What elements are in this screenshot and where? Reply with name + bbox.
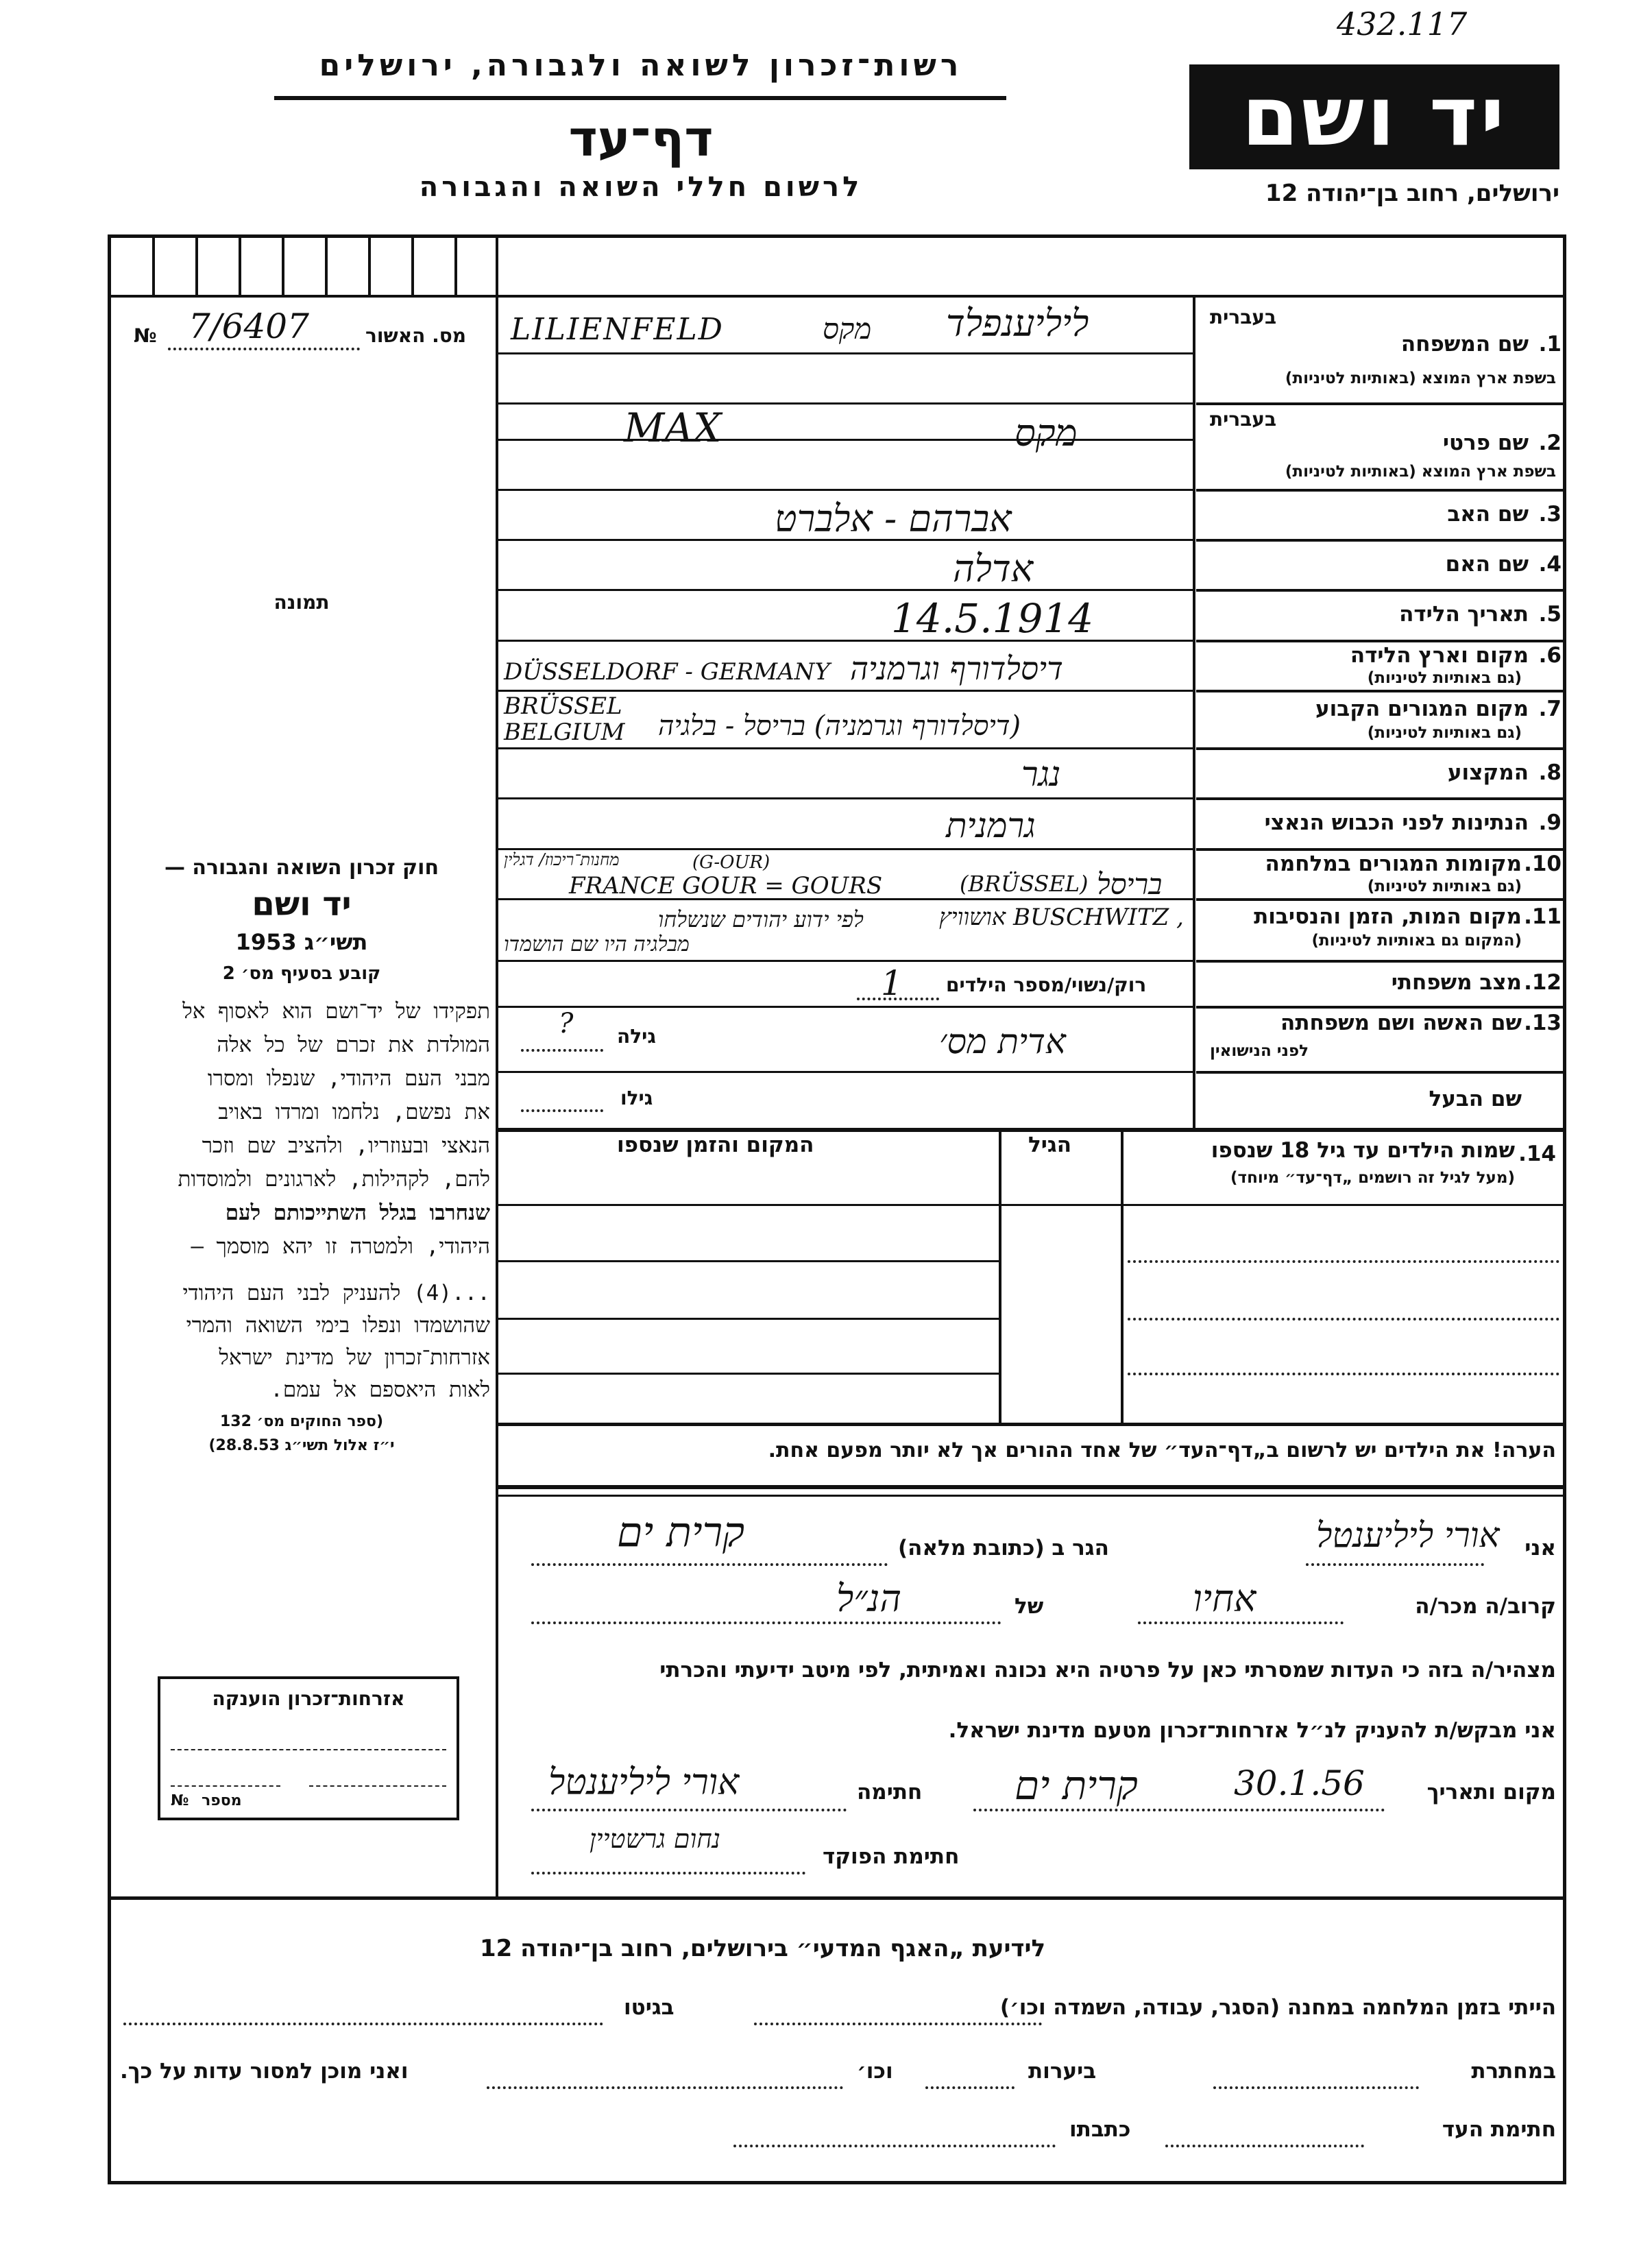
death-place-value: אושוויץ BUSCHWITZ , xyxy=(939,904,1184,931)
forests-label: ביערות xyxy=(1028,2059,1097,2084)
strip-divider xyxy=(282,234,284,295)
relation-line xyxy=(1138,1621,1344,1624)
law-reference: (ספר החוקים מס׳ 132 xyxy=(219,1413,384,1430)
double-line xyxy=(498,1495,1566,1497)
certificate-title: אזרחות־זכרון הוענקה xyxy=(212,1687,405,1710)
law-year: תשי״ג 1953 xyxy=(235,929,368,955)
double-line xyxy=(498,1485,1566,1489)
death-circumstances-value: לפי ידוע יהודים שנשלחו xyxy=(658,906,864,932)
authority-name: רשות־זכרון לשואה ולגבורה, ירושלים xyxy=(319,48,963,83)
law-line: שנחרבו בגלל השתייכותם לעם xyxy=(225,1201,490,1225)
value-line xyxy=(498,690,1193,692)
children-row-line xyxy=(498,1318,999,1320)
wartime-residence-camp-value: (G-OUR) xyxy=(692,852,770,873)
death-circumstances-value-2: מבלגיה היו שם הושמדו xyxy=(504,932,690,956)
field-label: הנתינות לפני הכבוש הנאצי xyxy=(1264,810,1529,835)
section-line xyxy=(498,1128,1566,1132)
etc-label: וכו׳ xyxy=(857,2059,893,2084)
field-number: 4. xyxy=(1538,552,1562,577)
approval-dotted-line xyxy=(168,348,360,350)
field-label: שם פרטי xyxy=(1442,431,1529,455)
approval-number xyxy=(130,306,487,353)
family-name-extra-value: מקס xyxy=(823,312,872,346)
law-line: מבני העם היהודי, שנפלו ומסרו xyxy=(207,1066,490,1091)
witness-signature-label: חתימת העד xyxy=(1442,2117,1556,2142)
birth-place-latin-value: DÜSSELDORF - GERMANY xyxy=(504,658,830,686)
mother-name-value: אדלה xyxy=(953,547,1034,590)
signature-label: חתימה xyxy=(857,1780,923,1805)
ghetto-label: בגיטו xyxy=(624,1995,675,2020)
declaration-statement: מצהיר/ה בזה כי העדות שמסרתי כאן על פרטיה היא נכונה ואמיתית, לפי מיטב ידיעתי והכרתי xyxy=(659,1658,1556,1683)
field-number: 6. xyxy=(1538,643,1562,668)
law-line: תפקידו של יד־ושם הוא לאסוף אל xyxy=(182,999,490,1024)
field-number: 8. xyxy=(1538,760,1562,785)
signature-value: אורי ליליענטל xyxy=(548,1762,740,1803)
birth-place-hebrew-value: דיסלדורף וגרמניה xyxy=(850,650,1063,687)
of-line xyxy=(795,1621,1001,1624)
field-first-name xyxy=(1196,405,1563,487)
relation-label: קרוב/ה מכר/ה xyxy=(1415,1594,1556,1619)
children-count-value: 1 xyxy=(881,963,903,1003)
field-death-place xyxy=(1196,900,1563,958)
witness-address-label: כתבתו xyxy=(1069,2117,1131,2142)
page-title: דף־עד xyxy=(568,110,714,167)
field-husband-name xyxy=(1196,1073,1563,1126)
left-column-divider xyxy=(496,234,498,1896)
law-reference-date: י״ז אלול תשי״ג 28.8.53) xyxy=(208,1437,395,1454)
field-label: שם האשה ושם משפחתה xyxy=(1280,1011,1522,1035)
husband-age-label: גילו xyxy=(620,1087,653,1109)
no-sign: № xyxy=(134,324,157,347)
field-label: תאריך הלידה xyxy=(1399,602,1529,627)
residence-latin-city-value: BRÜSSEL xyxy=(504,692,622,720)
witness-signature-line xyxy=(1165,2145,1364,2147)
certificate-line xyxy=(309,1785,446,1787)
of-line-extra xyxy=(531,1621,792,1624)
birth-date-value: 14.5.1914 xyxy=(891,595,1094,642)
residence-latin-country-value: BELGIUM xyxy=(504,719,625,746)
age-header: הגיל xyxy=(1028,1133,1072,1157)
field-number: 1. xyxy=(1538,332,1562,357)
strip-divider xyxy=(454,234,457,295)
camp-line xyxy=(754,2023,1042,2025)
field-mother-name xyxy=(1196,541,1563,588)
wartime-residence-france-value: FRANCE GOUR = GOURS xyxy=(569,872,883,900)
children-number: 14. xyxy=(1518,1142,1556,1166)
strip-divider xyxy=(411,234,414,295)
field-label: שם המשפחה xyxy=(1400,332,1529,357)
field-number: 11. xyxy=(1524,904,1562,929)
approval-label: מס. האשור xyxy=(365,324,466,347)
place-date-label: מקום ותאריך xyxy=(1426,1780,1556,1805)
logo-text: יד ושם xyxy=(1241,69,1507,165)
law-paragraph-2 xyxy=(113,1277,490,1406)
children-row-line xyxy=(1128,1373,1559,1375)
clerk-signature-line xyxy=(531,1872,805,1874)
place-value: קרית ים xyxy=(1015,1762,1138,1809)
value-line xyxy=(498,797,1193,799)
strip-divider xyxy=(152,234,155,295)
children-row-line xyxy=(1128,1318,1559,1321)
witness-address-line xyxy=(733,2145,1056,2147)
field-sublabel: (גם באותיות לטיניות) xyxy=(1367,724,1522,742)
address-value: קרית ים xyxy=(617,1508,745,1556)
field-label: מקום וארץ הלידה xyxy=(1350,643,1529,668)
field-birth-date xyxy=(1196,591,1563,638)
wartime-camps-hebrew-value: מחנות־ריכוז/ דגלין xyxy=(504,850,620,869)
value-line xyxy=(498,489,1193,491)
wife-age-value: ? xyxy=(559,1008,574,1039)
field-number: 3. xyxy=(1538,502,1562,527)
field-number: 7. xyxy=(1538,697,1562,721)
law-line: ...(4) להעניק לבני העם היהודי xyxy=(182,1281,490,1305)
age-column-divider xyxy=(999,1130,1001,1425)
children-row-line xyxy=(498,1204,1566,1206)
father-name-value: אברהם - אלברט xyxy=(775,497,1012,540)
field-sublabel: לפני הנישואין xyxy=(1210,1042,1309,1060)
field-wife-name xyxy=(1196,1008,1563,1070)
husband-age-line xyxy=(521,1109,603,1112)
field-sublabel: (גם באותיות לטיניות) xyxy=(1367,878,1522,895)
field-sublabel: בשפת ארץ המוצא (באותיות לטיניות) xyxy=(1285,370,1556,387)
field-sublabel: (המקום גם באותיות לטיניות) xyxy=(1311,932,1522,950)
children-row-line xyxy=(498,1260,999,1262)
clerk-signature-value: נחום גרשטיין xyxy=(590,1824,721,1854)
field-nationality xyxy=(1196,799,1563,846)
declarant-line xyxy=(1306,1563,1484,1566)
value-line xyxy=(498,439,1193,441)
bottom-section-line xyxy=(108,1896,1566,1900)
family-name-hebrew-value: ליליענפלד xyxy=(946,302,1089,345)
law-line: המולדת את זכרם של כל אלה xyxy=(217,1033,490,1057)
law-line: היהודי, ולמטרה זו יהא מוסמך — xyxy=(191,1234,490,1259)
field-family-name xyxy=(1196,298,1563,400)
field-number: 13. xyxy=(1524,1011,1562,1035)
field-label: שם האם xyxy=(1445,552,1529,577)
archive-number: 432.117 xyxy=(1337,5,1468,43)
hebrew-tag: בעברית xyxy=(1210,408,1277,431)
field-wartime-residence xyxy=(1196,850,1563,897)
strip-divider xyxy=(368,234,371,295)
place-time-header: המקום והזמן שנספו xyxy=(617,1133,814,1157)
field-label: שם הבעל xyxy=(1429,1087,1522,1111)
children-row-line xyxy=(1128,1260,1559,1263)
first-name-latin-value: MAX xyxy=(624,405,722,451)
declarant-name-value: אורי ליליענטל xyxy=(1316,1515,1500,1555)
first-name-hebrew-value: מקס xyxy=(1015,411,1078,455)
law-line: להם, לקהילות, לארגונים ולמוסדות xyxy=(178,1167,490,1192)
wife-name-value: אדית מס׳ xyxy=(939,1022,1066,1061)
strip-divider xyxy=(239,234,241,295)
law-line: לאות היאספם אל עמם. xyxy=(270,1377,490,1402)
etc-line xyxy=(487,2086,843,2089)
signature-line xyxy=(531,1809,847,1811)
field-number: 2. xyxy=(1538,431,1562,455)
field-number: 10. xyxy=(1524,852,1562,876)
of-label: של xyxy=(1015,1594,1044,1619)
law-text-block xyxy=(113,856,490,1454)
field-label: מצב משפחתי xyxy=(1391,970,1522,995)
forests-line xyxy=(925,2086,1015,2089)
address-label: הגר ב (כתובת מלאה) xyxy=(898,1536,1109,1560)
remark-note: הערה! את הילדים יש לרשום ב„דף־העד״ של אחד ההורים אך לא יותר מפעם אחת. xyxy=(768,1438,1556,1462)
strip-divider xyxy=(325,234,328,295)
underground-line xyxy=(1213,2086,1419,2089)
value-line xyxy=(498,352,1193,354)
law-line: הנאצי ובעוזריו, ולהציב שם וזכר xyxy=(202,1133,490,1158)
law-name: יד ושם xyxy=(252,885,352,924)
date-value: 30.1.56 xyxy=(1234,1763,1365,1803)
relation-value: אחיו xyxy=(1193,1577,1256,1620)
section-line xyxy=(498,1423,1566,1426)
header-underline xyxy=(274,96,1006,100)
nationality-value: גרמנית xyxy=(946,806,1036,845)
ghetto-line xyxy=(123,2023,603,2025)
law-clause: קובע בסעיף מס׳ 2 xyxy=(222,963,381,984)
value-line xyxy=(498,747,1193,749)
field-birth-place xyxy=(1196,642,1563,688)
law-line: את נפשם, נלחמו ומרדו באויב xyxy=(218,1100,490,1124)
certificate-box xyxy=(158,1676,459,1820)
names-column-divider xyxy=(1121,1130,1123,1425)
label-column-divider xyxy=(1193,295,1195,1128)
field-label: מקום המות, הזמן והנסיבות xyxy=(1254,904,1522,929)
camp-line-label: הייתי בזמן המלחמה במחנה (הסגר, עבודה, השמדה וכו׳) xyxy=(999,1995,1556,2020)
wartime-residence-brussel-value: (BRÜSSEL) xyxy=(960,871,1089,897)
law-paragraph-1 xyxy=(113,995,490,1264)
willing-testify-label: ואני מוכן למסור עדות על כך. xyxy=(120,2059,409,2084)
field-label: מקומות המגורים במלחמה xyxy=(1265,852,1522,876)
photo-placeholder-label: תמונה xyxy=(274,591,330,614)
law-line: אזרחות־זכרון של מדינת ישראל xyxy=(219,1345,490,1370)
header-address: ירושלים, רחוב בן־יהודה 12 xyxy=(1265,180,1559,207)
wife-age-line xyxy=(521,1049,603,1052)
certificate-number-label: מספר xyxy=(202,1792,242,1809)
value-line xyxy=(498,402,1193,405)
field-label: מקום המגורים הקבוע xyxy=(1315,697,1529,721)
field-sublabel: (גם באותיות לטיניות) xyxy=(1367,669,1522,687)
field-profession xyxy=(1196,749,1563,796)
field-label: שם האב xyxy=(1447,502,1529,527)
residence-hebrew-value: (דיסלדורף וגרמניה) בריסל - בלגיה xyxy=(658,710,1021,742)
declarant-label: אני xyxy=(1525,1536,1556,1560)
wife-age-label: גילה xyxy=(617,1025,656,1048)
profession-value: נגר xyxy=(1021,754,1061,794)
field-father-name xyxy=(1196,491,1563,538)
children-row-line xyxy=(498,1373,999,1375)
wartime-residence-hebrew-value: בריסל xyxy=(1097,867,1163,901)
field-number: 9. xyxy=(1538,810,1562,835)
of-value: הנ״ל xyxy=(836,1577,901,1620)
field-sublabel: בשפת ארץ המוצא (באותיות לטיניות) xyxy=(1285,463,1556,481)
field-permanent-residence xyxy=(1196,692,1563,746)
law-heading: חוק זכרון השואה והגבורה — xyxy=(164,856,439,880)
bottom-title: לידיעת „האגף המדעי״ בירושלים, רחוב בן־יהודה 12 xyxy=(480,1935,1046,1962)
field-family-status xyxy=(1196,962,1563,1004)
strip-divider xyxy=(195,234,198,295)
certificate-no-sign: № xyxy=(171,1792,189,1809)
field-number: 5. xyxy=(1538,602,1562,627)
certificate-line xyxy=(171,1785,280,1787)
field-label: המקצוע xyxy=(1447,760,1529,785)
clerk-signature-label: חתימת הפוקד xyxy=(823,1844,960,1869)
value-line xyxy=(498,1071,1193,1073)
children-label: שמות הילדים עד גיל 18 שנספו xyxy=(1211,1138,1515,1163)
underground-label: במחתרת xyxy=(1471,2059,1556,2084)
law-line: שהושמדו ונפלו בימי השואה והמרי xyxy=(186,1313,490,1338)
approval-value: 7/6407 xyxy=(189,306,309,346)
place-date-line xyxy=(973,1809,1385,1811)
family-name-latin-value: LILIENFELD xyxy=(511,312,724,347)
children-sublabel: (מעל לגיל זה רושמים „דף־עד״ מיוחד) xyxy=(1230,1169,1515,1187)
value-line xyxy=(498,1006,1193,1008)
value-line xyxy=(498,960,1193,962)
hebrew-tag: בעברית xyxy=(1210,306,1277,328)
certificate-line xyxy=(171,1749,446,1750)
declaration-request: אני מבקש/ת להעניק לנ״ל אזרחות־זכרון מטעם מדינת ישראל. xyxy=(948,1718,1556,1743)
page-subtitle: לרשום חללי השואה והגבורה xyxy=(419,171,863,203)
field-number: 12. xyxy=(1524,970,1562,995)
family-status-printed: רוק/נשוי/מספר הילדים xyxy=(946,974,1147,996)
yad-vashem-logo xyxy=(1189,64,1559,169)
address-line xyxy=(531,1563,888,1566)
value-line xyxy=(498,589,1193,591)
